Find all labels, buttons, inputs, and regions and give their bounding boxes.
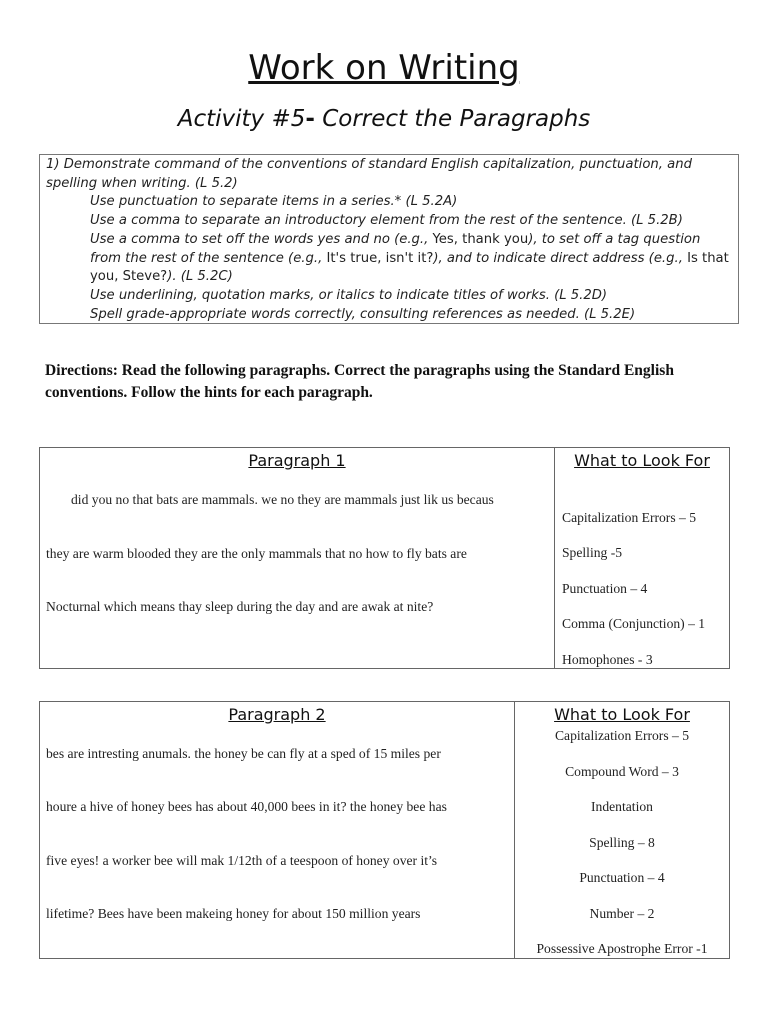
- activity-number: Activity #5: [177, 106, 306, 132]
- standard-5-2c-part-4: ). (L 5.2C): [167, 269, 233, 285]
- paragraph-2-line-4: lifetime? Bees have been makeing honey for about 150 million years: [46, 906, 421, 921]
- paragraph-2-header: Paragraph 2: [228, 705, 326, 724]
- paragraph-2-hint: Compound Word – 3: [565, 764, 679, 779]
- paragraph-2-hint: Spelling – 8: [589, 835, 655, 850]
- paragraph-1-hint: Homophones - 3: [562, 652, 653, 667]
- paragraph-1-line-1: did you no that bats are mammals. we no they are mammals just lik us becaus: [71, 492, 494, 507]
- paragraph-1-hints-cell: [555, 448, 730, 669]
- standard-5-2e: Spell grade-appropriate words correctly, consulting references as needed. (L 5.2E): [90, 306, 636, 322]
- standard-5-2a: Use punctuation to separate items in a series.* (L 5.2A): [90, 194, 458, 210]
- paragraph-2-hint: Capitalization Errors – 5: [554, 728, 689, 743]
- paragraph-1-hint: Spelling -5: [562, 545, 623, 560]
- paragraph-1-line-2: they are warm blooded they are the only mammals that no how to fly bats are: [46, 546, 467, 561]
- paragraph-2-line-1: bes are intresting anumals. the honey be can fly at a sped of 15 miles per: [46, 746, 441, 761]
- paragraph-2-hint: Number – 2: [589, 906, 655, 921]
- standard-5-2c-part-1: Use a comma to set off the words yes and no (e.g.,: [90, 231, 433, 247]
- activity-subtitle: [0, 106, 768, 132]
- paragraph-1-line-3: Nocturnal which means thay sleep during the day and are awak at nite?: [46, 599, 434, 614]
- paragraph-2-hint: Indentation: [591, 799, 653, 814]
- paragraph-1-table: [39, 447, 730, 669]
- paragraph-1-hint: Punctuation – 4: [562, 581, 648, 596]
- paragraph-1-hint: Capitalization Errors – 5: [562, 510, 697, 525]
- paragraph-1-hint: Comma (Conjunction) – 1: [562, 616, 706, 631]
- activity-name: Correct the Paragraphs: [314, 106, 591, 132]
- paragraph-1-hints-header: What to Look For: [574, 451, 710, 470]
- standard-5-2c-example-2: It's true, isn't it?: [326, 250, 434, 266]
- paragraph-2-cell: [40, 702, 515, 959]
- standard-5-2b: Use a comma to separate an introductory element from the rest of the sentence. (L 5.2B): [90, 213, 683, 229]
- paragraph-1-cell: [40, 448, 555, 669]
- standards-box: [39, 154, 739, 324]
- standard-5-2d: Use underlining, quotation marks, or italics to indicate titles of works. (L 5.2D): [90, 287, 608, 303]
- paragraph-2-line-2: houre a hive of honey bees has about 40,000 bees in it? the honey bee has: [46, 799, 447, 814]
- paragraph-2-hint: Punctuation – 4: [579, 870, 665, 885]
- page-title: Work on Writing: [248, 48, 520, 88]
- standard-5-2c-example-1: Yes, thank you: [432, 231, 529, 247]
- standard-intro: 1) Demonstrate command of the conventions of standard English capitalization, punctuation, and spelling when writing. (L 5.2): [46, 157, 692, 191]
- standard-5-2c-example-3: Is that you, Steve?: [90, 250, 729, 285]
- standard-5-2c: [46, 231, 732, 287]
- paragraph-1-header: Paragraph 1: [248, 451, 346, 470]
- directions: Directions: Read the following paragraphs. Correct the paragraphs using the Standard English conventions. Follow the hints for each paragraph.: [45, 362, 674, 401]
- standard-5-2c-part-3: ), and to indicate direct address (e.g.,: [433, 250, 688, 266]
- paragraph-2-hints-cell: [515, 702, 730, 959]
- standard-5-2c-part-2: ), to set off a tag question from the rest of the sentence (e.g.,: [90, 231, 701, 266]
- paragraph-2-hints-header: What to Look For: [554, 705, 690, 724]
- paragraph-2-line-3: five eyes! a worker bee will mak 1/12th of a teespoon of honey over it’s: [46, 853, 438, 868]
- activity-dash: -: [305, 106, 315, 132]
- paragraph-2-table: [39, 701, 730, 959]
- paragraph-2-hint: Possessive Apostrophe Error -1: [536, 941, 708, 956]
